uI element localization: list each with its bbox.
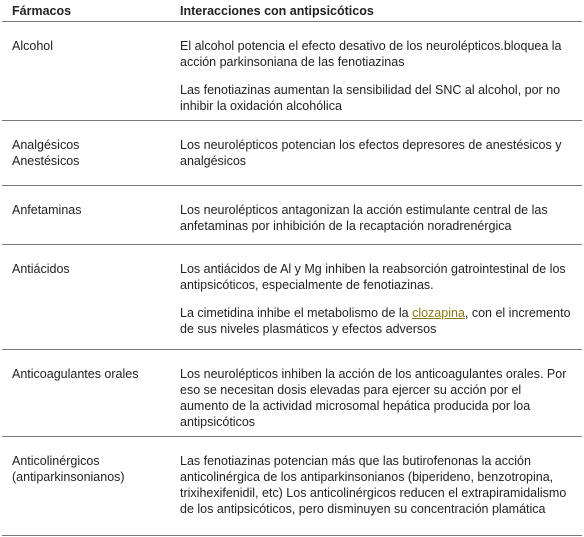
interaction-cell <box>170 121 582 186</box>
header-farmacos: Fármacos <box>2 0 170 22</box>
drug-interaction-table <box>2 0 582 536</box>
link-suffix-text: , con el incremento de sus niveles plasmáticos y efectos adversos <box>180 306 571 336</box>
header-interacciones: Interacciones con antipsicóticos <box>170 0 582 22</box>
interaction-cell <box>170 22 582 121</box>
drug-cell <box>2 245 170 350</box>
drug-cell <box>2 186 170 245</box>
table-row <box>2 245 582 350</box>
table-row <box>2 22 582 121</box>
interaction-cell <box>170 437 582 536</box>
interaction-text-with-link <box>180 305 572 337</box>
interaction-text: Los neurolépticos inhiben la acción de los anticoagulantes orales. Por eso se necesitan dosis elevadas para ejercer su acción por el aumento de la actividad microsomal hepática producida por loa antipsicóticos <box>180 367 567 429</box>
drug-cell <box>2 437 170 536</box>
interaction-text: Los neurolépticos antagonizan la acción estimulante central de las anfetaminas por inhibición de la recaptación noradrenérgica <box>180 203 548 233</box>
interaction-text: Los neurolépticos potencian los efectos depresores de anestésicos y analgésicos <box>180 138 562 168</box>
drug-cell <box>2 350 170 437</box>
table-row <box>2 121 582 186</box>
drug-name: Alcohol <box>12 39 53 53</box>
interaction-cell <box>170 350 582 437</box>
interaction-text: Las fenotiazinas aumentan la sensibilidad del SNC al alcohol, por no inhibir la oxidación alcohólica <box>180 83 561 113</box>
interaction-text: El alcohol potencia el efecto desativo de los neurolépticos.bloquea la acción parkinsoniana de las fenotiazinas <box>180 39 562 69</box>
drug-cell <box>2 121 170 186</box>
drug-name: (antiparkinsonianos) <box>12 470 125 484</box>
table-row <box>2 437 582 536</box>
table-header-row <box>2 0 582 22</box>
link-prefix-text: La cimetidina inhibe el metabolismo de la <box>180 306 413 320</box>
drug-name: Analgésicos <box>12 138 80 152</box>
drug-cell <box>2 22 170 121</box>
table-row <box>2 186 582 245</box>
drug-name: Anestésicos <box>12 154 80 168</box>
drug-name: Anticolinérgicos <box>12 454 100 468</box>
interaction-text: Las fenotiazinas potencian más que las butirofenonas la acción anticolinérgica de los antiparkinsonianos (biperideno, benzotropina, trixihexifenidil, etc) Los anticolinérgicos reducen el extrapiramidalismo de los antipsicóticos, pero disminuyen su concentración plamática <box>180 454 567 516</box>
interaction-text: Los antiácidos de Al y Mg inhiben la reabsorción gatrointestinal de los antipsicóticos, especialmente de fenotiazinas. <box>180 262 566 292</box>
clozapina-link[interactable]: clozapina <box>412 306 465 320</box>
interaction-cell <box>170 245 582 350</box>
drug-name: Antiácidos <box>12 262 70 276</box>
drug-name: Anfetaminas <box>12 203 82 217</box>
interaction-cell <box>170 186 582 245</box>
drug-name: Anticoagulantes orales <box>12 367 139 381</box>
table-row <box>2 350 582 437</box>
